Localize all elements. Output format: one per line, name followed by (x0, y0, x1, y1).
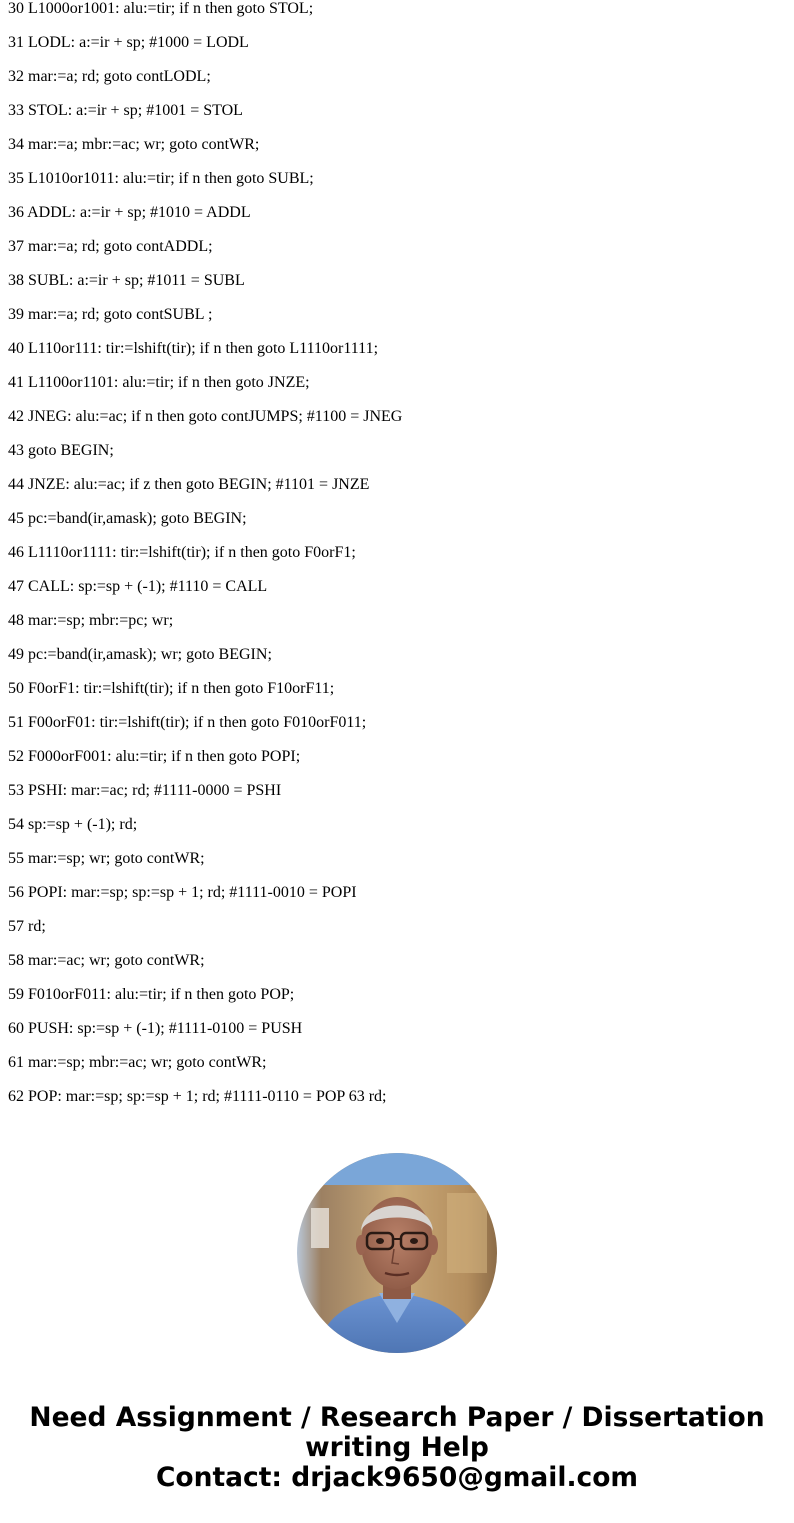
code-line: 38 SUBL: a:=ir + sp; #1011 = SUBL (8, 272, 245, 289)
code-line: 59 F010orF011: alu:=tir; if n then goto POP; (8, 986, 295, 1003)
code-line: 56 POPI: mar:=sp; sp:=sp + 1; rd; #1111-0010 = POPI (8, 884, 357, 901)
code-line: 52 F000orF001: alu:=tir; if n then goto POPI; (8, 748, 301, 765)
code-line: 54 sp:=sp + (-1); rd; (8, 816, 138, 833)
code-line: 51 F00orF01: tir:=lshift(tir); if n then goto F010orF011; (8, 714, 367, 731)
code-line: 53 PSHI: mar:=ac; rd; #1111-0000 = PSHI (8, 782, 282, 799)
person-photo-icon (297, 1153, 497, 1353)
code-line: 41 L1100or1101: alu:=tir; if n then goto JNZE; (8, 374, 310, 391)
code-line: 33 STOL: a:=ir + sp; #1001 = STOL (8, 102, 243, 119)
code-line: 42 JNEG: alu:=ac; if n then goto contJUMPS; #1100 = JNEG (8, 408, 403, 425)
code-line: 48 mar:=sp; mbr:=pc; wr; (8, 612, 174, 629)
code-line: 31 LODL: a:=ir + sp; #1000 = LODL (8, 34, 249, 51)
code-line: 46 L1110or1111: tir:=lshift(tir); if n then goto F0orF1; (8, 544, 356, 561)
code-line: 30 L1000or1001: alu:=tir; if n then goto STOL; (8, 0, 314, 17)
code-line: 44 JNZE: alu:=ac; if z then goto BEGIN; #1101 = JNZE (8, 476, 370, 493)
code-line: 62 POP: mar:=sp; sp:=sp + 1; rd; #1111-0110 = POP 63 rd; (8, 1088, 387, 1105)
code-line: 34 mar:=a; mbr:=ac; wr; goto contWR; (8, 136, 260, 153)
code-line: 55 mar:=sp; wr; goto contWR; (8, 850, 205, 867)
code-line: 60 PUSH: sp:=sp + (-1); #1111-0100 = PUSH (8, 1020, 303, 1037)
code-line: 39 mar:=a; rd; goto contSUBL ; (8, 306, 213, 323)
code-line: 57 rd; (8, 918, 46, 935)
code-line: 37 mar:=a; rd; goto contADDL; (8, 238, 213, 255)
promo-contact-line: Contact: drjack9650@gmail.com (155, 1462, 639, 1493)
code-line: 47 CALL: sp:=sp + (-1); #1110 = CALL (8, 578, 268, 595)
code-listing (8, 0, 788, 1122)
code-line: 58 mar:=ac; wr; goto contWR; (8, 952, 205, 969)
code-line: 45 pc:=band(ir,amask); goto BEGIN; (8, 510, 247, 527)
promo-banner (0, 1403, 794, 1493)
author-avatar (297, 1153, 497, 1353)
code-line: 50 F0orF1: tir:=lshift(tir); if n then goto F10orF11; (8, 680, 335, 697)
code-line: 43 goto BEGIN; (8, 442, 114, 459)
code-line: 32 mar:=a; rd; goto contLODL; (8, 68, 211, 85)
code-line: 61 mar:=sp; mbr:=ac; wr; goto contWR; (8, 1054, 267, 1071)
promo-line-2: writing Help (305, 1432, 489, 1463)
promo-line-1: Need Assignment / Research Paper / Dissertation (29, 1402, 765, 1433)
code-line: 49 pc:=band(ir,amask); wr; goto BEGIN; (8, 646, 272, 663)
code-line: 40 L110or111: tir:=lshift(tir); if n then goto L1110or1111; (8, 340, 379, 357)
code-line: 35 L1010or1011: alu:=tir; if n then goto SUBL; (8, 170, 314, 187)
code-line: 36 ADDL: a:=ir + sp; #1010 = ADDL (8, 204, 251, 221)
